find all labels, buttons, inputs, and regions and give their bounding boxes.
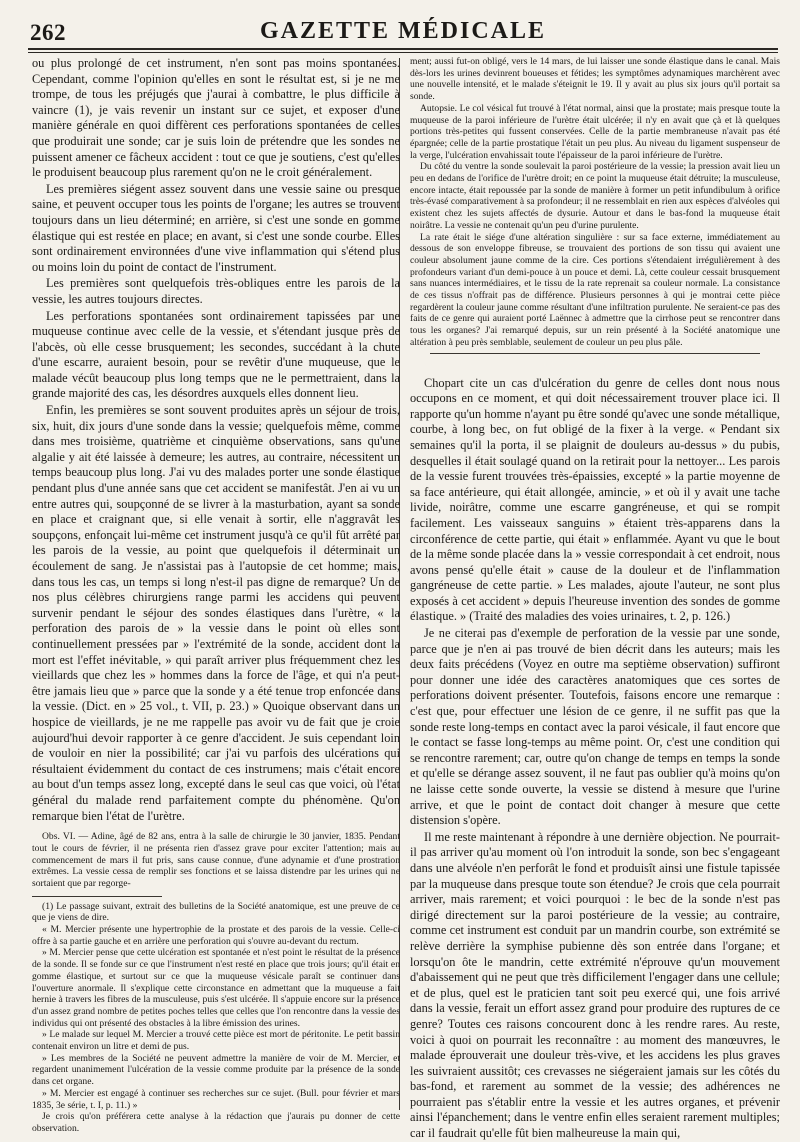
footnote-rule — [32, 896, 162, 897]
body-paragraph: Les premières siégent assez souvent dans une vessie saine ou presque saine, et peuvent occuper tous les points de l'organe; les autres se trouvent toujours dans un lieu déterminé; en arrière, si c'est une sonde en gomme élastique qui est restée en place; en avant, si c'est une sonde courbe. Elles sont ordinairement environnées d'une vive inflammation qui s'étend plus ou moins loin du point de contact de l'instrument. — [32, 181, 400, 274]
autopsy-paragraph: La rate était le siége d'une altération singulière : sur sa face externe, immédiatement au dessous de son enveloppe fibreuse, se trouvaient des portions de son tissu qui avaient une couleur absolument jaune comme de la cire. Ces portions s'étendaient irrégulièrement à des profondeurs variant d'un demi-pouce à un pouce et demi. Là, cette couleur cessait brusquement sans nuances intermédiaires, et le tissu de la rate reprenait sa couleur normale. La consistance de ces tissus n'offrait pas de différence. Plusieurs personnes à qui je montrai cette pièce regardèrent la couleur jaune comme résultant d'une infiltration purulente. Ne seraient-ce pas des faits de ce genre qui auraient porté Laënnec à admettre que la cirrhose peut se rencontrer dans tous les organes? J'ai remarqué depuis, sur un rein présenté à la Société anatomique une altération à peu près semblable, seulement de couleur un peu plus pâle. — [410, 231, 780, 348]
footnote: (1) Le passage suivant, extrait des bulletins de la Société anatomique, est une preuve de ce que je viens de dire. — [32, 900, 400, 924]
body-paragraph: Les perforations spontanées sont ordinairement tapissées par une muqueuse continue avec celle de la vessie, et s'étendant jusque près de l'abcès, où elle cesse brusquement; les secondes, succédant à la chute d'une escarre, auraient besoin, pour se revêtir d'une muqueuse, que le malade vécût beaucoup plus long temps que ne le permettraient, dans la grande majorité des cas, les désordres auxquels elles donnent lieu. — [32, 308, 400, 401]
body-paragraph: Les premières sont quelquefois très-obliques entre les parois de la vessie, les autres toujours directes. — [32, 276, 400, 306]
running-title: GAZETTE MÉDICALE — [259, 18, 547, 44]
footnote: « M. Mercier présente une hypertrophie de la prostate et des parois de la vessie. Celle-ci offre à sa partie gauche et en arrière une perforation qui s'ouvre au-devant du rectum. — [32, 924, 400, 947]
footnote: » M. Mercier pense que cette ulcération est spontanée et n'est point le résultat de la présence de la sonde. Il se fonde sur ce que l'instrument n'est resté en place que trois jours; qu'il était en gomme élastique, et surtout sur ce que la muqueuse vésicale paraît se continuer dans l'ouverture anormale. Il s'explique cette circonstance en admettant que la muqueuse a fait hernie à travers les fibres de la musculeuse, puis s'est ulcérée. Il s'appuie encore sur la présence d'un assez grand nombre de petites poches telles que celles que l'on rencontre dans la vessie des individus qui ont présenté des obstacles à la libre émission des urines. — [32, 947, 400, 1029]
body-paragraph: ou plus prolongé de cet instrument, n'en sont pas moins spontanées. Cependant, comme l'opinion qu'elles en sont le résultat est, si je ne me trompe, de tous les préjugés que j'aurai à combattre, le plus difficile à vaincre (1), je vais revenir un instant sur ce sujet, et exposer d'une manière générale en quoi diffèrent ces perforations spontanées de celles que produirait une sonde; car je suis loin de prétendre que les sondes ne puissent amener ce fâcheux accident : tout ce que je soutiens, c'est qu'elles le produisent beaucoup plus rarement qu'on ne le croit généralement. — [32, 56, 400, 180]
body-paragraph: Chopart cite un cas d'ulcération du genre de celles dont nous nous occupons en ce moment, et qui doit nécessairement trouver place ici. Il rapporte qu'un homme n'ayant pu être sondé qu'avec une sonde métallique, courbe, à long bec, on fut obligé de la fixer à la verge. « Pendant six semaines qu'il la porta, il se plaignit de douleurs au-dessus » du pubis, desquelles il était soulagé quand on la retirait pour la nettoyer... Les parois de la vessie furent trouvées très-épaissies, excepté » la partie moyenne de sa face antérieure, qui était allongée, amincie, » et où il y avait une tache livide, noirâtre, comme une escarre gangréneuse, et qui se rompit facilement. Les vaisseaux sanguins » étaient très-apparens dans la circonférence de cette partie, qui était » enflammée. Ayant vu que le bout de la même sonde placée dans la » vessie correspondait à cet endroit, nous avons pensé qu'elle était » cause de la douleur et de l'inflammation gangréneuse de cette partie. » Les malades, ajoute l'auteur, ne sont plus exposés à cet accident » depuis l'heureuse invention des sondes de gomme élastique. » (Traité des maladies des voies urinaires, t. 2, p. 126.) — [410, 375, 780, 624]
footnote: » Les membres de la Société ne peuvent admettre la manière de voir de M. Mercier, et regardent unanimement l'ulcération de la vessie comme produite par la présence de la sonde dans cet organe. — [32, 1052, 400, 1088]
left-column — [32, 56, 400, 1135]
footnote: » Le malade sur lequel M. Mercier a trouvé cette pièce est mort de péritonite. Le petit bassin contenait environ un litre et demi de pus. — [32, 1029, 400, 1053]
body-paragraph: Il me reste maintenant à répondre à une dernière objection. Ne pourrait-il pas arriver qu'au moment où l'on introduit la sonde, son bec s'engageant dans une alvéole n'en perforât le fond et produisît ainsi une fistule tapissée par la muqueuse dans presque toute son étendue? Je crois que cela pourrait arriver, mais rarement; et voici pourquoi : le bec de la sonde n'est pas dirigé directement sur la paroi postérieure de la vessie; au contraire, comme cet instrument est conduit par un mandrin courbe, son extrémité se relève derrière la symphise pubienne dès son entrée dans l'organe; et lorsqu'on ôte le mandrin, cette extrémité n'éprouve qu'un mouvement d'abaissement qui ne peut que très difficilement l'engager dans une cellule; et de plus, quel est le praticien tant soit peu exercé qui, une fois arrivé dans la vessie, ferait un effort assez grand pour produire des ruptures de ce genre? Toutes ces raisons concourent donc à les rendre rares. Au reste, voici à quoi on pourrait les reconnaître : au moment des manœuvres, le malade éprouverait une douleur très-vive, et les accidens les plus graves les suivraient aussitôt; ces crevasses ne siégeraient jamais sur les côtés du bas-fond, et rarement au sommet de la vessie; des adhérences ne pourraient pas s'établir entre la vessie et les autres organes, et prévenir ainsi l'épanchement; dans le ventre enfin elles seraient rarement multiples; car il faudrait qu'elle fût bien malheureuse la main qui, — [410, 829, 780, 1141]
header-rule — [28, 48, 778, 50]
observation-continuation: ment; aussi fut-on obligé, vers le 14 mars, de lui laisser une sonde élastique dans le canal. Mais dès-lors les urines devinrent boueuses et fétides; les symptômes adynamiques marchèrent avec une nouvelle intensité, et le malade s'éteignit le 19. Il y avait au plus six jours qu'il portait sa sonde. — [410, 56, 780, 103]
header-rule-thin — [28, 52, 778, 53]
observation-paragraph: Obs. VI. — Adine, âgé de 82 ans, entra à la salle de chirurgie le 30 janvier, 1835. Pendant tout le cours de février, il ne présenta rien d'assez grave pour exciter l'attention; mais au commencement de mars il fut pris, sans cause connue, d'une adynamie et d'une prostration extrêmes. La vessie cessa de remplir ses fonctions et se laissa distendre par les urines qui ne sortaient que par regorge- — [32, 831, 400, 889]
page-number: 262 — [30, 20, 66, 45]
body-paragraph: Enfin, les premières se sont souvent produites après un séjour de trois, six, huit, dix jours d'une sonde dans la vessie; quelquefois même, comme dans mes troisième, quatrième et cinquième observations, sans qu'une algalie y ait été laissée à demeure; les autres, au contraire, nécessitent un temps beaucoup plus long. J'ai vu des malades porter une sonde élastique pendant plus d'une année sans que cet accident se manifestât. J'en ai vu un entre autres qui, soupçonné de se livrer à la masturbation, ayant sa sonde en place et craignant que, si elle venait à sortir, elle n'aggravât les soupçons, enfonçait lui-même cet instrument jusqu'à ce qu'il fût arrêté par les parois de la vessie, au point que quelquefois il déterminait un écoulement de sang. Je n'assistai pas à l'autopsie de cet homme; mais, dans tous les cas, un temps si long n'est-il pas digne de remarque? Un de nos plus célèbres chirurgiens range parmi les accidens qui peuvent survenir pendant le séjour des sondes élastiques dans l'urètre, « la perforation des parois de » la vessie dans le point où elles sont continuellement pressées par » l'extrémité de la sonde, accident dont la mort est l'effet inévitable, » qui paraît arriver plus fréquemment chez les vieillards que chez les » hommes dans la force de l'âge, et qui n'a peut-être jamais lieu que » parce que la sonde y a été tenue trop enfoncée dans la vessie. (Dict. en » 25 vol., t. VII, p. 23.) » Quoique observant dans un hospice de vieillards, je ne me rappelle pas avoir vu de fait que je croie aujourd'hui devoir rapporter à ce genre d'accident. Je suis cependant loin de vouloir en nier la possibilité; car j'ai vu parfois des ulcérations qui résultaient évidemment du contact de ces instrumens; mais c'était encore au bout d'un temps assez long, excepté dans le seul cas que voici, où l'état général du malade rend parfaitement compte du phénomène. Qu'on remarque bien l'état de l'urètre. — [32, 403, 400, 823]
autopsy-paragraph: Du côté du ventre la sonde soulevait la paroi postérieure de la vessie; la pression avait lieu un peu en dedans de l'orifice de l'urètre droit; en ce point la muqueuse était détruite; la musculeuse, encore intacte, était repoussée par la sonde de manière à former un petit infundibulum à orifice très-évasé comparativement à sa profondeur; il ne ressemblait en rien aux espèces d'alvéoles qui existent chez les sujets affectés de dysurie. Autour et dans le bas-fond la muqueuse était noirâtre. La vessie ne contenait qu'un peu d'urine purulente. — [410, 161, 780, 231]
page-header — [28, 14, 778, 48]
autopsy-paragraph: Autopsie. Le col vésical fut trouvé à l'état normal, ainsi que la prostate; mais presque toute la muqueuse de la paroi inférieure de l'urètre était ulcérée; il n'y en avait que çà et là quelques portions très-petites qui fussent conservées. Celle de la partie membraneuse n'avait pas été épargnée; celle de la partie prostatique l'était un peu plus. Au niveau du ligament suspenseur de la verge, l'ulcération envahissait toute l'épaisseur de la paroi inférieure de l'urètre. — [410, 102, 780, 161]
right-column — [410, 56, 780, 1142]
section-spacer — [410, 354, 780, 376]
footnote: Je crois qu'on préférera cette analyse à la rédaction que j'aurais pu donner de cette observation. — [32, 1111, 400, 1134]
body-paragraph: Je ne citerai pas d'exemple de perforation de la vessie par une sonde, parce que je n'en ai pas trouvé de bien décrit dans les auteurs; mais les deux faits précédens (Voyez en outre ma septième observation) suffiront pour donner une idée des caractères anatomiques que ces sortes de perforations doivent présenter. Toutefois, faisons encore une remarque : c'est que, pour effectuer une lésion de ce genre, il ne suffit pas que la sonde reste long-temps en contact avec la paroi vésicale, il faut encore que le contact se fasse long-temps au même point. Or, c'est une condition qui se rencontre rarement; car, outre qu'on change de temps en temps la sonde et qu'elle se dérange assez souvent, il ne faut pas oublier qu'à moins qu'on ne laisse cette sonde ouverte, la vessie se distend à mesure que l'urine arrive, et que le point de contact doit changer à mesure que cette distension s'opère. — [410, 626, 780, 828]
footnote: » M. Mercier est engagé à continuer ses recherches sur ce sujet. (Bull. pour février et mars 1835, 3e série, t. I, p. 11.) » — [32, 1087, 400, 1111]
